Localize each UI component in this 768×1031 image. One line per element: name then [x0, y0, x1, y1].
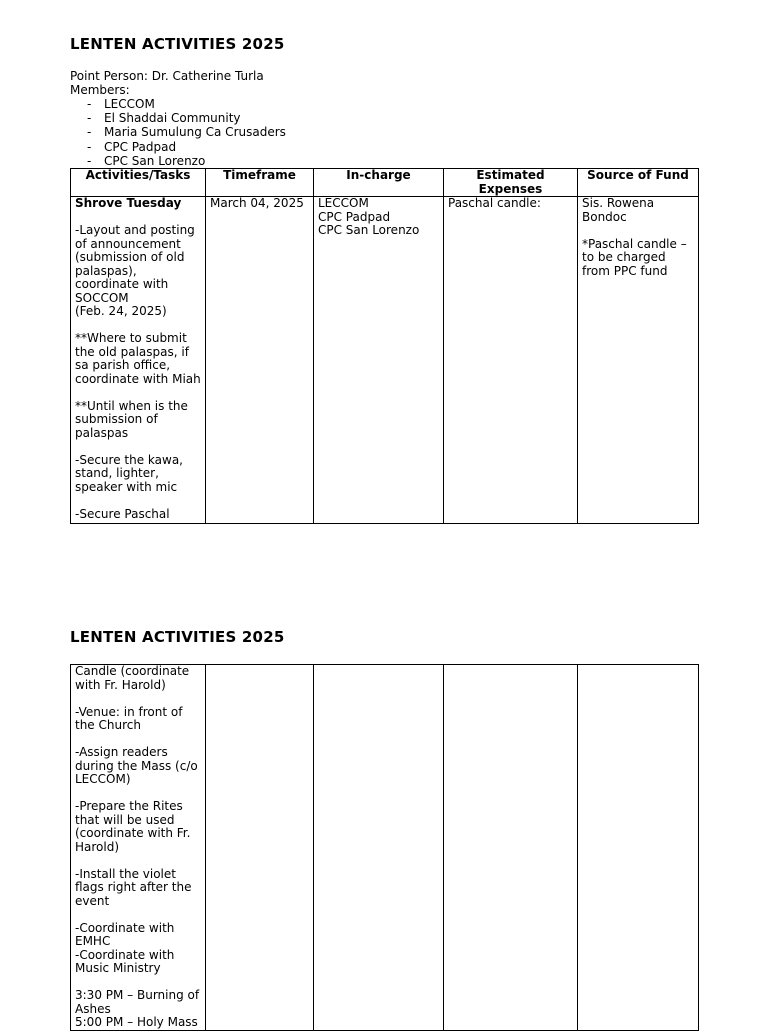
text-line: Bondoc [582, 209, 627, 224]
activities-table-continued [70, 664, 699, 1031]
bullet-dash: - [87, 97, 92, 111]
text-line: the old palaspas, if [75, 344, 189, 359]
intro-section [70, 69, 286, 168]
text-line: of announcement [75, 236, 181, 251]
text-line: with Fr. Harold) [75, 677, 166, 692]
point-person: Point Person: Dr. Catherine Turla [70, 69, 264, 83]
activities-cell [71, 197, 206, 524]
text-line: submission of [75, 412, 158, 426]
table-row [71, 197, 699, 524]
text-line: (coordinate with Fr. [75, 826, 191, 840]
text-line: LECCOM) [75, 772, 131, 786]
text-line: (Feb. 24, 2025) [75, 304, 167, 318]
blank-line [75, 976, 201, 990]
text-line: stand, lighter, [75, 466, 159, 480]
text-line: March 04, 2025 [210, 196, 304, 210]
blank-line [75, 494, 201, 508]
bullet-dash: - [87, 111, 92, 126]
in-charge-cell [314, 197, 444, 524]
member-item: - Maria Sumulung Ca Crusaders [87, 125, 286, 140]
member-item: - El Shaddai Community [87, 111, 241, 126]
text-line: -Prepare the Rites [75, 799, 183, 813]
text-line: during the Mass (c/o [75, 758, 198, 773]
text-line: -Coordinate with [75, 920, 175, 935]
text-line: palaspas [75, 425, 129, 440]
source-of-fund-cell [578, 665, 699, 1031]
header-source-of-fund: Source of Fund [578, 169, 699, 197]
text-line: **Until when is the [75, 398, 188, 413]
text-line: sa parish office, [75, 358, 171, 372]
activities-table [70, 168, 699, 524]
text-line: CPC San Lorenzo [318, 223, 420, 237]
member-item: - CPC San Lorenzo [87, 153, 206, 168]
blank-line [75, 440, 201, 454]
blank-line [75, 692, 201, 706]
member-item: - CPC Padpad [87, 139, 177, 154]
text-line: Music Ministry [75, 961, 161, 975]
page-title: LENTEN ACTIVITIES 2025 [70, 35, 285, 53]
blank-line [75, 733, 201, 747]
text-line: LECCOM [318, 196, 369, 210]
text-line: event [75, 893, 110, 908]
text-line: palaspas), [75, 263, 137, 278]
table-row [71, 665, 699, 1031]
timeframe-cell [206, 665, 314, 1031]
blank-line [75, 908, 201, 922]
timeframe-cell [206, 197, 314, 524]
text-line: -Secure the kawa, [75, 452, 183, 467]
blank-line [75, 787, 201, 801]
activities-cell [71, 665, 206, 1031]
text-line: Paschal candle: [448, 196, 541, 210]
page-title-continued: LENTEN ACTIVITIES 2025 [70, 628, 285, 646]
header-timeframe: Timeframe [206, 169, 314, 197]
text-line: coordinate with [75, 277, 169, 291]
text-line: 3:30 PM – Burning of [75, 988, 200, 1002]
text-line: CPC Padpad [318, 209, 391, 224]
text-line: Harold) [75, 839, 120, 854]
text-line: EMHC [75, 934, 111, 948]
member-item: - LECCOM [87, 97, 155, 111]
text-line: -Secure Paschal [75, 506, 170, 521]
in-charge-cell [314, 665, 444, 1031]
source-of-fund-cell [578, 197, 699, 524]
text-line: SOCCOM [75, 290, 129, 305]
text-line: -Layout and posting [75, 223, 195, 237]
text-line: **Where to submit [75, 331, 187, 345]
text-line: coordinate with Miah [75, 371, 201, 386]
text-line: from PPC fund [582, 263, 668, 278]
text-line: -Coordinate with [75, 947, 175, 962]
text-line: to be charged [582, 250, 666, 264]
text-line: 5:00 PM – Holy Mass [75, 1015, 198, 1029]
text-line: -Install the violet [75, 866, 176, 881]
expenses-cell [444, 197, 578, 524]
blank-line [75, 854, 201, 868]
text-line: that will be used [75, 812, 175, 827]
blank-line [75, 386, 201, 400]
text-line: (submission of old [75, 250, 185, 264]
bullet-dash: - [87, 125, 92, 140]
bullet-dash: - [87, 153, 92, 168]
text-line: speaker with mic [75, 479, 178, 494]
text-line: Ashes [75, 1001, 111, 1016]
blank-line [75, 211, 201, 225]
expenses-cell [444, 665, 578, 1031]
text-line: flags right after the [75, 880, 192, 894]
text-line: -Assign readers [75, 745, 168, 759]
text-line: Candle (coordinate [75, 664, 190, 678]
activity-title: Shrove Tuesday [75, 196, 182, 210]
text-line: Sis. Rowena [582, 196, 655, 210]
members-label: Members: [70, 83, 130, 97]
table-header-row [71, 169, 699, 197]
header-in-charge: In-charge [314, 169, 444, 197]
header-expenses: Estimated Expenses [444, 169, 578, 197]
blank-line [75, 319, 201, 333]
members-list [70, 97, 286, 168]
bullet-dash: - [87, 139, 92, 154]
text-line: the Church [75, 718, 141, 732]
header-activities: Activities/Tasks [71, 169, 206, 197]
text-line: -Venue: in front of [75, 704, 183, 719]
blank-line [582, 224, 694, 238]
text-line: *Paschal candle – [582, 236, 687, 251]
